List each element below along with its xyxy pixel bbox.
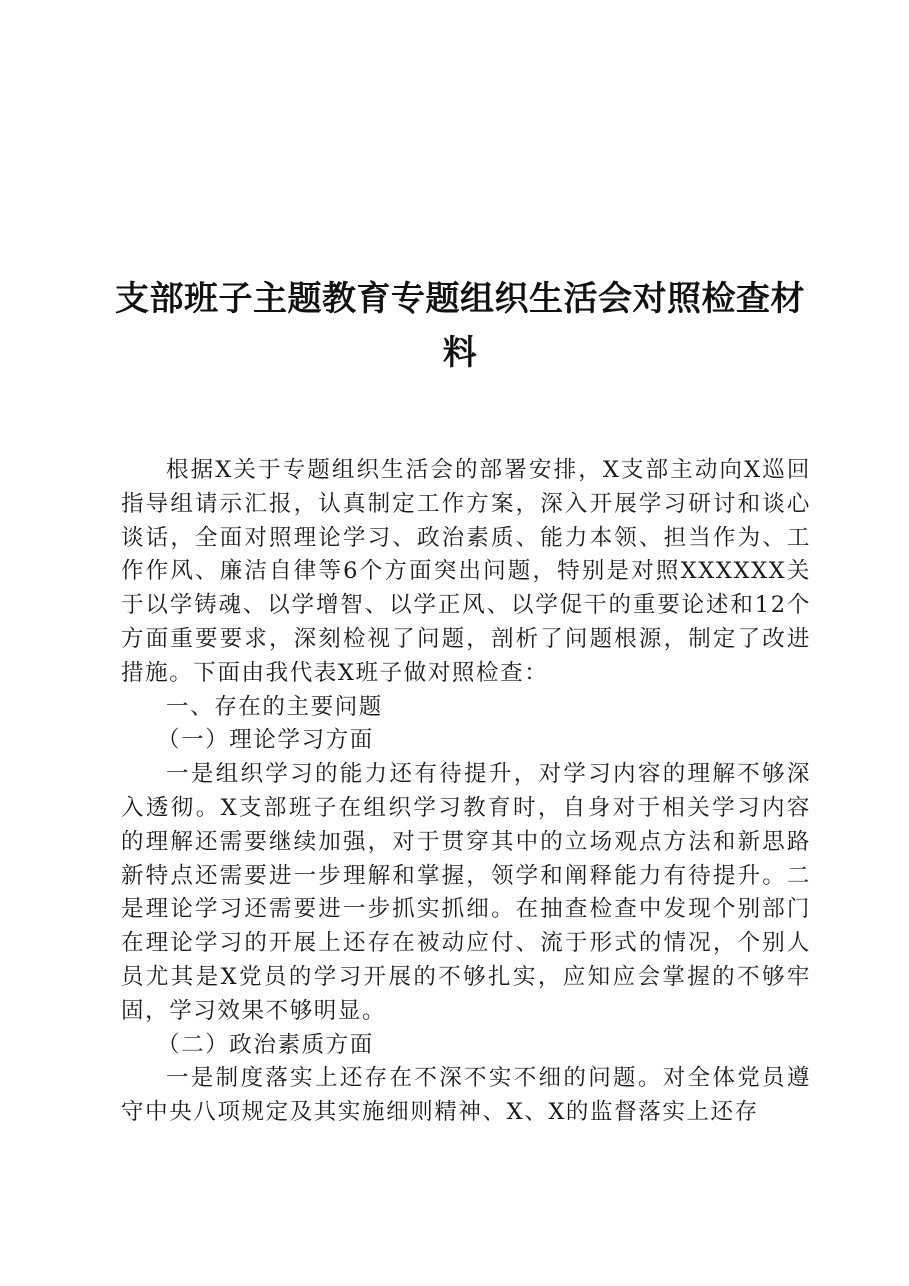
document-body [121,454,811,1130]
section-heading-main-problems: 一、存在的主要问题 [166,693,383,720]
subsection-heading-theory-study: （一）理论学习方面 [157,727,374,754]
theory-study-paragraph: 一是组织学习的能力还有待提升，对学习内容的理解不够深入透彻。X支部班子在组织学习教育时，自身对于相关学习内容的理解还需要继续加强，对于贯穿其中的立场观点方法和新思路新特点还需要进一步理解和掌握，领学和阐释能力有待提升。二是理论学习还需要进一步抓实抓细。在抽查检查中发现个别部门在理论学习的开展上还存在被动应付、流于形式的情况，个别人员尤其是X党员的学习开展的不够扎实，应知应会掌握的不够牢固，学习效果不够明显。 [121,761,811,1024]
subsection-heading-political-quality: （二）政治素质方面 [157,1031,374,1058]
document-title: 支部班子主题教育专题组织生活会对照检查材料 [115,279,805,373]
political-quality-paragraph: 一是制度落实上还存在不深不实不细的问题。对全体党员遵守中央八项规定及其实施细则精神、X、X的监督落实上还存 [121,1065,811,1126]
intro-paragraph: 根据X关于专题组织生活会的部署安排，X支部主动向X巡回指导组请示汇报，认真制定工作方案，深入开展学习研讨和谈心谈话，全面对照理论学习、政治素质、能力本领、担当作为、工作作风、廉洁自律等6个方面突出问题，特别是对照XXXXXX关于以学铸魂、以学增智、以学正风、以学促干的重要论述和12个方面重要要求，深刻检视了问题，剖析了问题根源，制定了改进措施。下面由我代表X班子做对照检查： [121,457,811,686]
